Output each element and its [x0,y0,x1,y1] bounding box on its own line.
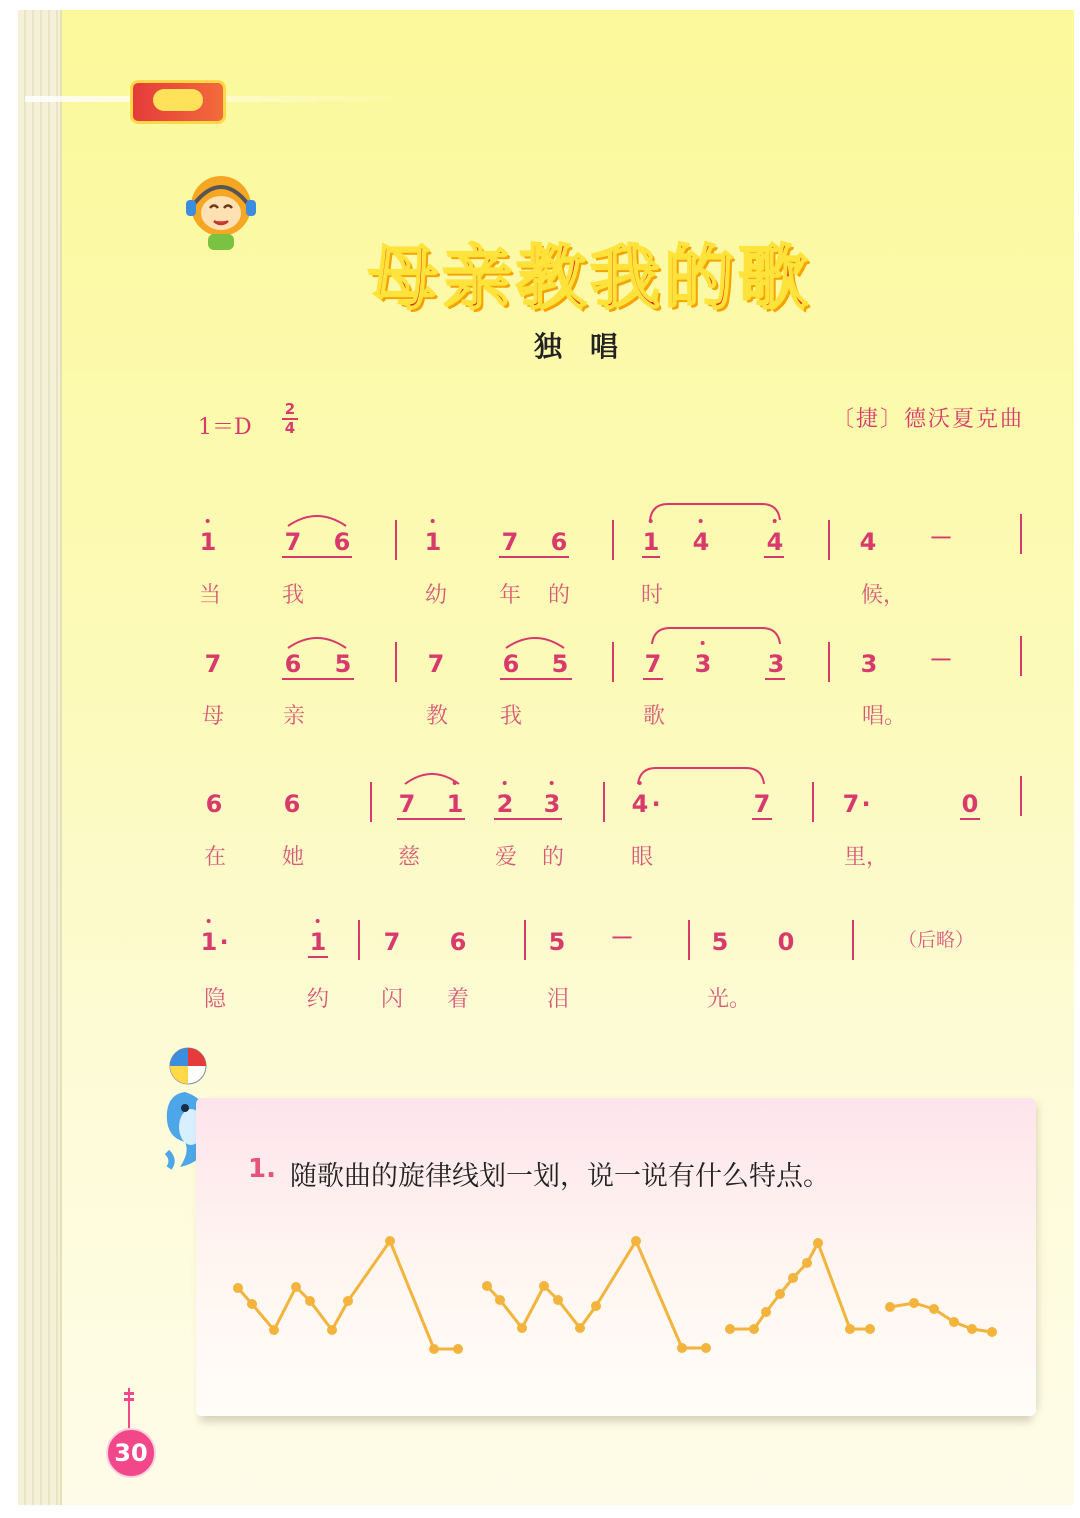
score-note: · [651,790,661,818]
lyric: 泪 [546,987,570,1012]
score-note: · [861,790,871,818]
score-note: － [929,524,953,552]
afterword-note: （后略） [898,929,975,951]
score-note: 1 [310,928,327,956]
score-note: 5 [548,928,566,956]
lyric: 教 [425,704,449,729]
score-note: 5 [711,928,729,956]
lyric: 她 [281,845,305,870]
score-note: 6 [205,790,223,818]
score-note: 6 [550,528,568,556]
lyric: 歌 [642,704,666,729]
lyric: 亲 [282,704,306,729]
score-note: 3 [695,650,712,678]
lyric: 我 [499,704,523,729]
score-note: 3 [860,650,878,678]
score-note: 1 [643,528,660,556]
score-note: － [929,646,953,674]
score-note: － [610,924,634,952]
score-note: 6 [284,650,302,678]
time-signature-bottom: 4 [284,419,296,437]
score-note: 7 [398,790,416,818]
page-number: 30 [106,1428,156,1478]
score-note: 0 [777,928,795,956]
lyric: 着 [446,987,470,1012]
lyric: 的 [541,845,565,870]
activity-number: 1. [248,1154,276,1184]
score-note: 1 [447,790,464,818]
lyric: 在 [203,845,227,870]
score-note: 7 [842,790,860,818]
score-note: 5 [334,650,352,678]
score-note: 5 [551,650,569,678]
score-note: 7 [204,650,222,678]
score-note: 4 [859,528,877,556]
score-note: 6 [283,790,301,818]
time-signature-top: 2 [284,400,296,418]
composer-credit: 〔捷〕德沃夏克曲 [831,407,1024,432]
lyric: 眼 [630,845,654,870]
score-note: 6 [333,528,351,556]
lyric: 当 [198,583,222,608]
lyric: 候， [860,583,906,608]
score-note: 1 [200,528,217,556]
lyric: 爱 [494,845,518,870]
score-note: · [219,928,229,956]
score-note: 3 [544,790,561,818]
score-note: 7 [501,528,519,556]
key-signature: 1＝D [198,415,252,440]
score-note: 6 [449,928,467,956]
lyric: 母 [201,704,225,729]
score-note: 4 [693,528,710,556]
lyric: 唱。 [861,704,907,729]
score-note: 3 [767,650,785,678]
song-subtitle: 独唱 [533,330,646,363]
score-note: 2 [497,790,514,818]
lyric: 光。 [706,987,752,1012]
score-note: 7 [284,528,302,556]
lyric: 隐 [203,987,227,1012]
score-note: 7 [644,650,662,678]
lyric: 我 [281,583,305,608]
music-note-icon [124,1388,134,1430]
score-note: 4 [632,790,649,818]
score-note: 7 [753,790,771,818]
score-note: 1 [425,528,442,556]
lyric: 约 [306,987,330,1012]
lyric: 幼 [424,583,448,608]
score-note: 4 [767,528,784,556]
score-note: 7 [383,928,401,956]
score-note: 7 [427,650,445,678]
song-title: 母亲教我的歌 [368,237,812,319]
lyric: 年 [498,583,522,608]
score-note: 1 [201,928,218,956]
lyric: 慈 [397,845,421,870]
score-note: 6 [502,650,520,678]
lyric: 时 [640,583,664,608]
score-note: 0 [961,790,979,818]
activity-instruction: 随歌曲的旋律线划一划，说一说有什么特点。 [290,1161,830,1192]
lyric: 的 [547,583,571,608]
lyric: 闪 [380,987,404,1012]
melody-line-3 [730,1243,870,1329]
lyric: 里， [843,845,889,870]
